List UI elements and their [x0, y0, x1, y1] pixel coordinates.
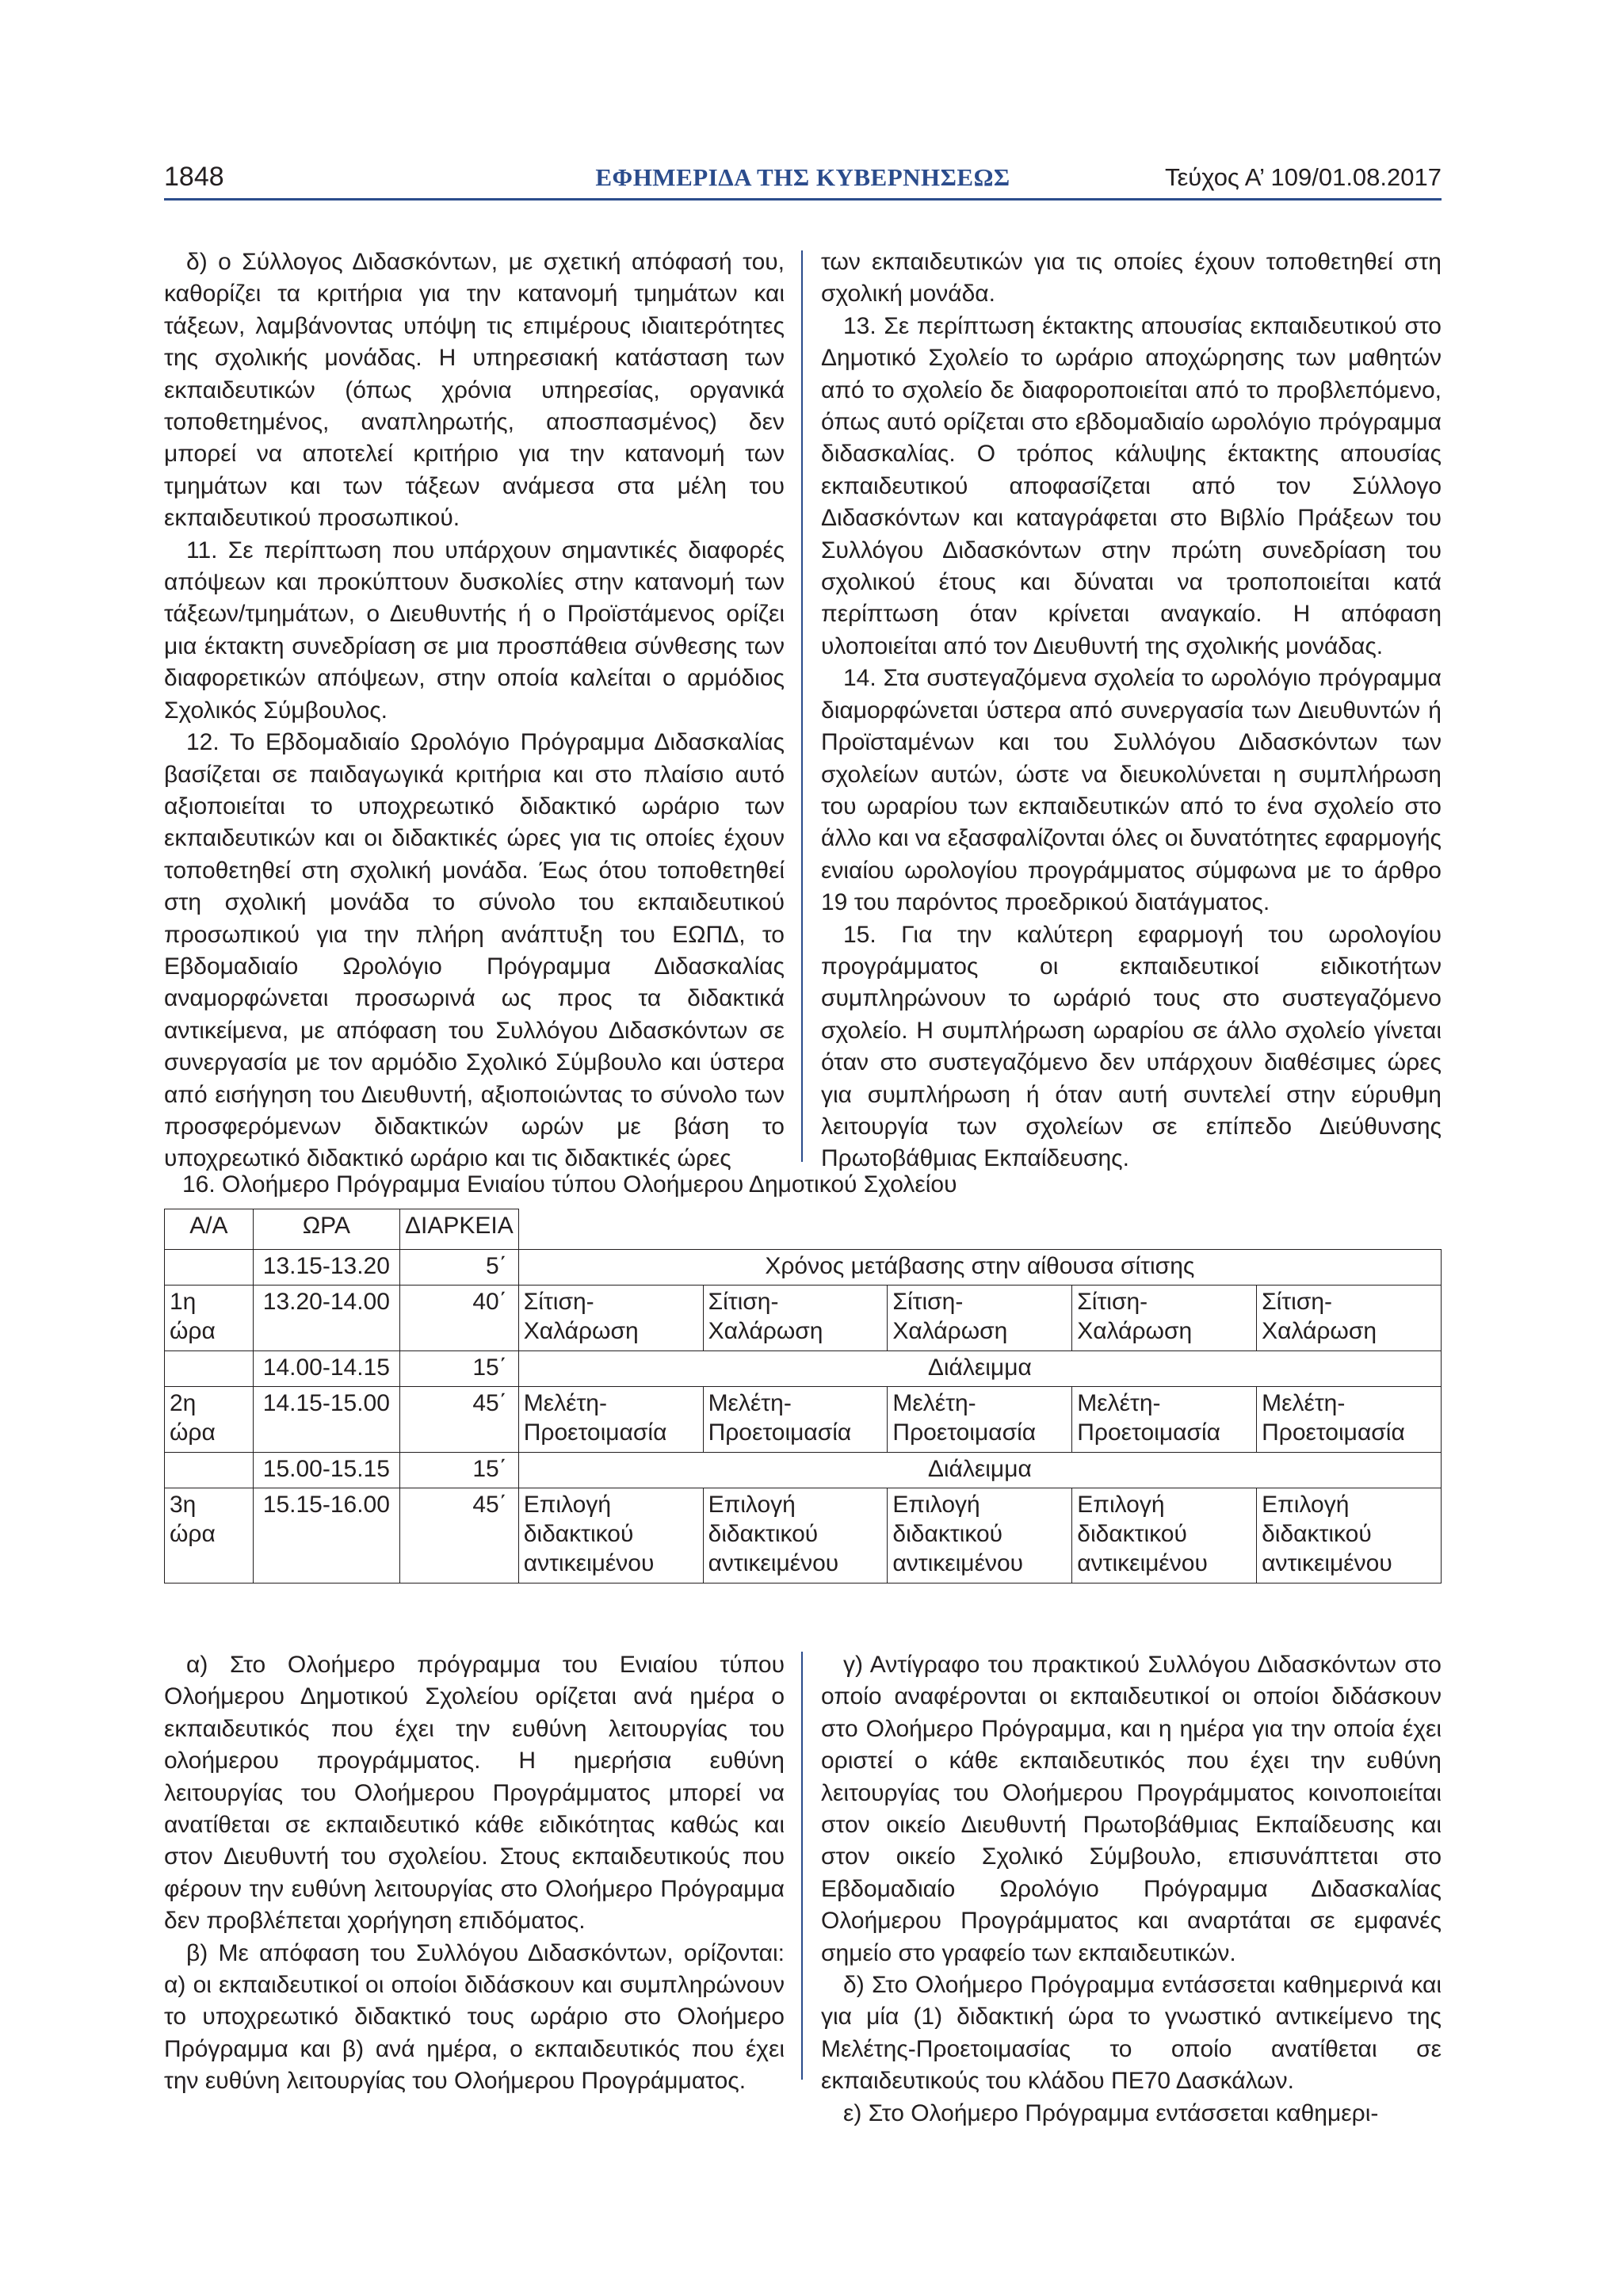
header-rule [164, 198, 1442, 201]
column-divider-top [801, 250, 803, 1162]
page-number: 1848 [164, 162, 224, 192]
paragraph-10d: δ) ο Σύλλογος Διδασκόντων, με σχετική απόφασή του, καθορίζει τα κριτήρια για την κατανομή τμημάτων και τάξεων, λαμβάνοντας υπόψη τις επιμέρους ιδιαιτερότητες της σχολικής μονάδας. Η υπηρεσιακή κατάσταση των εκπαιδευτικών (όπως χρόνια υπηρεσίας, οργανικά τοποθετημένος, αναπληρωτής, αποσπασμένος) δεν μπορεί να αποτελεί κριτήριο για την κατανομή των τμημάτων και των τάξεων ανάμεσα στα μέλη του εκπαιδευτικού προσωπικού. [164, 249, 785, 532]
paragraph-12-cont: των εκπαιδευτικών για τις οποίες έχουν τοποθετηθεί στη σχολική μονάδα. [821, 249, 1442, 308]
activity-cell: Μελέτη-Προετοιμασία [703, 1387, 888, 1453]
paragraph-16d: δ) Στο Ολοήμερο Πρόγραμμα εντάσσεται καθημερινά και για μία (1) διδακτική ώρα το γνωστικό αντικείμενο της Μελέτης-Προετοιμασίας το οποίο ανατίθεται σε εκπαιδευτικούς του κλάδου ΠΕ70 Δασκάλων. [821, 1972, 1442, 2095]
paragraph-16e: ε) Στο Ολοήμερο Πρόγραμμα εντάσσεται καθημερι- [843, 2099, 1379, 2126]
page-header [164, 155, 1442, 204]
time-cell: 13.20-14.00 [253, 1286, 399, 1351]
transition-cell: Χρόνος μετάβασης στην αίθουσα σίτισης [518, 1250, 1441, 1286]
bottom-left-column [164, 1649, 785, 2098]
paragraph-12: 12. Το Εβδομαδιαίο Ωρολόγιο Πρόγραμμα Διδασκαλίας βασίζεται σε παιδαγωγικά κριτήρια και στο πλαίσιο αυτό αξιοποιείται το υποχρεωτικό διδακτικό ωράριο των εκπαιδευτικών και οι διδακτικές ώρες για τις οποίες έχουν τοποθετηθεί στη σχολική μονάδα. Έως ότου τοποθετηθεί στη σχολική μονάδα το σύνολο του εκπαιδευτικού προσωπικού για την πλήρη ανάπτυξη του ΕΩΠΔ, το Εβδομαδιαίο Ωρολόγιο Πρόγραμμα Διδασκαλίας αναμορφώνεται προσωρινά ως προς τα διδακτικά αντικείμενα, με απόφαση του Συλλόγου Διδασκόντων σε συνεργασία με τον αρμόδιο Σχολικό Σύμβουλο και ύστερα από εισήγηση του Διευθυντή, αξιοποιώντας το σύνολο των προσφερόμενων διδακτικών ωρών με βάση το υποχρεωτικό διδακτικό ωράριο και τις διδακτικές ώρες [164, 729, 785, 1172]
activity-cell: Επιλογή διδακτικού αντικειμένου [1257, 1488, 1442, 1584]
break-cell: Διάλειμμα [518, 1351, 1441, 1387]
activity-cell: Μελέτη-Προετοιμασία [1257, 1387, 1442, 1453]
paragraph-15: 15. Για την καλύτερη εφαρμογή του ωρολογίου προγράμματος οι εκπαιδευτικοί ειδικοτήτων συμπληρώνουν το ωράριό τους στο συστεγαζόμενο σχολείο. Η συμπλήρωση ωραρίου σε άλλο σχολείο γίνεται όταν στο συστεγαζόμενο δεν υπάρχουν διαθέσιμες ώρες για συμπλήρωση ή όταν αυτή συντελεί στην εύρυθμη λειτουργία των σχολείων σε επίπεδο Διεύθυνσης Πρωτοβάθμιας Εκπαίδευσης. [821, 921, 1442, 1172]
gazette-title: ΕΦΗΜΕΡΙΔΑ ΤΗΣ ΚΥΒΕΡΝΗΣΕΩΣ [595, 163, 1010, 191]
break-cell: Διάλειμμα [518, 1453, 1441, 1488]
table-row [165, 1286, 1442, 1351]
time-cell: 13.15-13.20 [253, 1250, 399, 1286]
bottom-right-column [821, 1649, 1442, 2130]
row-label: 1η ώρα [165, 1286, 254, 1351]
row-label: 3η ώρα [165, 1488, 254, 1584]
column-divider-bottom [801, 1652, 803, 2080]
table-row [165, 1351, 1442, 1387]
time-cell: 14.00-14.15 [253, 1351, 399, 1387]
top-right-column [821, 246, 1442, 1175]
schedule-table [164, 1209, 1442, 1584]
activity-cell: Επιλογή διδακτικού αντικειμένου [703, 1488, 888, 1584]
paragraph-16c: γ) Αντίγραφο του πρακτικού Συλλόγου Διδασκόντων στο οποίο αναφέρονται οι εκπαιδευτικοί οι οποίοι διδάσκουν στο Ολοήμερο Πρόγραμμα, και η ημέρα για την οποία έχει οριστεί ο κάθε εκπαιδευτικός που έχει την ευθύνη λειτουργίας του Ολοήμερου Προγράμματος κοινοποιείται στον οικείο Διευθυντή Πρωτοβάθμιας Εκπαίδευσης και στον οικείο Σχολικό Σύμβουλο, επισυνάπτεται στο Εβδομαδιαίο Ωρολόγιο Πρόγραμμα Διδασκαλίας Ολοήμερου Προγράμματος και αναρτάται σε εμφανές σημείο στο γραφείο των εκπαιδευτικών. [821, 1652, 1442, 1966]
table-row [165, 1488, 1442, 1584]
top-left-column [164, 246, 785, 1175]
header-blank [518, 1209, 1441, 1250]
duration-cell: 15΄ [399, 1351, 518, 1387]
time-cell: 15.15-16.00 [253, 1488, 399, 1584]
activity-cell: Μελέτη-Προετοιμασία [518, 1387, 703, 1453]
activity-cell: Σίτιση-Χαλάρωση [1257, 1286, 1442, 1351]
duration-cell: 45΄ [399, 1488, 518, 1584]
paragraph-13: 13. Σε περίπτωση έκτακτης απουσίας εκπαιδευτικού στο Δημοτικό Σχολείο το ωράριο αποχώρησης των μαθητών από το σχολείο δε διαφοροποιείται από το προβλεπόμενο, όπως αυτό ορίζεται στο εβδομαδιαίο ωρολόγιο πρόγραμμα διδασκαλίας. Ο τρόπος κάλυψης έκτακτης απουσίας εκπαιδευτικού αποφασίζεται από τον Σύλλογο Διδασκόντων και καταγράφεται στο Βιβλίο Πράξεων του Συλλόγου Διδασκόντων στην πρώτη συνεδρίαση του σχολικού έτους και δύναται να τροποποιείται κατά περίπτωση όταν κρίνεται αναγκαίο. Η απόφαση υλοποιείται από τον Διευθυντή της σχολικής μονάδας. [821, 312, 1442, 659]
table-caption: 16. Ολοήμερο Πρόγραμμα Ενιαίου τύπου Ολοήμερου Δημοτικού Σχολείου [182, 1171, 957, 1198]
activity-cell: Μελέτη-Προετοιμασία [888, 1387, 1072, 1453]
activity-cell: Επιλογή διδακτικού αντικειμένου [888, 1488, 1072, 1584]
table-header-row [165, 1209, 1442, 1250]
activity-cell: Σίτιση-Χαλάρωση [888, 1286, 1072, 1351]
duration-cell: 40΄ [399, 1286, 518, 1351]
row-label [165, 1351, 254, 1387]
issue-info: Τεύχος Α’ 109/01.08.2017 [1164, 163, 1442, 191]
paragraph-14: 14. Στα συστεγαζόμενα σχολεία το ωρολόγιο πρόγραμμα διαμορφώνεται ύστερα από συνεργασία των Διευθυντών ή Προϊσταμένων και του Συλλόγου Διδασκόντων των σχολείων αυτών, ώστε να διευκολύνεται η συμπλήρωση του ωραρίου των εκπαιδευτικών από το ένα σχολείο στο άλλο και να εξασφαλίζονται όλες οι δυνατότητες εφαρμογής ενιαίου ωρολογίου προγράμματος σύμφωνα με το άρθρο 19 του παρόντος προεδρικού διατάγματος. [821, 665, 1442, 916]
table-row [165, 1250, 1442, 1286]
header-aa: Α/Α [165, 1209, 254, 1250]
table-row [165, 1453, 1442, 1488]
duration-cell: 5΄ [399, 1250, 518, 1286]
duration-cell: 45΄ [399, 1387, 518, 1453]
row-label [165, 1453, 254, 1488]
table-row [165, 1387, 1442, 1453]
activity-cell: Επιλογή διδακτικού αντικειμένου [518, 1488, 703, 1584]
header-time: ΩΡΑ [253, 1209, 399, 1250]
activity-cell: Επιλογή διδακτικού αντικειμένου [1072, 1488, 1257, 1584]
header-duration: ΔΙΑΡΚΕΙΑ [399, 1209, 518, 1250]
activity-cell: Σίτιση-Χαλάρωση [1072, 1286, 1257, 1351]
row-label: 2η ώρα [165, 1387, 254, 1453]
row-label [165, 1250, 254, 1286]
time-cell: 15.00-15.15 [253, 1453, 399, 1488]
activity-cell: Σίτιση-Χαλάρωση [703, 1286, 888, 1351]
activity-cell: Μελέτη-Προετοιμασία [1072, 1387, 1257, 1453]
duration-cell: 15΄ [399, 1453, 518, 1488]
paragraph-11: 11. Σε περίπτωση που υπάρχουν σημαντικές διαφορές απόψεων και προκύπτουν δυσκολίες στην κατανομή των τάξεων/τμημάτων, ο Διευθυντής ή ο Προϊστάμενος ορίζει μια έκτακτη συνεδρίαση σε μια προσπάθεια σύνθεσης των διαφορετικών απόψεων, στην οποία καλείται ο αρμόδιος Σχολικός Σύμβουλος. [164, 537, 785, 724]
paragraph-16a: α) Στο Ολοήμερο πρόγραμμα του Ενιαίου τύπου Ολοήμερου Δημοτικού Σχολείου ορίζεται ανά ημέρα ο εκπαιδευτικός που έχει την ευθύνη λειτουργίας του ολοήμερου προγράμματος. Η ημερήσια ευθύνη λειτουργίας του Ολοήμερου Προγράμματος μπορεί να ανατίθεται σε εκπαιδευτικό κάθε ειδικότητας καθώς και στον Διευθυντή του σχολείου. Στους εκπαιδευτικούς που φέρουν την ευθύνη λειτουργίας στο Ολοήμερο Πρόγραμμα δεν προβλέπεται χορήγηση επιδόματος. [164, 1652, 785, 1935]
paragraph-16b: β) Με απόφαση του Συλλόγου Διδασκόντων, ορίζονται: α) οι εκπαιδευτικοί οι οποίοι διδάσκουν και συμπληρώνουν το υποχρεωτικό διδακτικό τους ωράριο στο Ολοήμερο Πρόγραμμα και β) ανά ημέρα, ο εκπαιδευτικός που έχει την ευθύνη λειτουργίας του Ολοήμερου Προγράμματος. [164, 1939, 785, 2095]
time-cell: 14.15-15.00 [253, 1387, 399, 1453]
activity-cell: Σίτιση-Χαλάρωση [518, 1286, 703, 1351]
